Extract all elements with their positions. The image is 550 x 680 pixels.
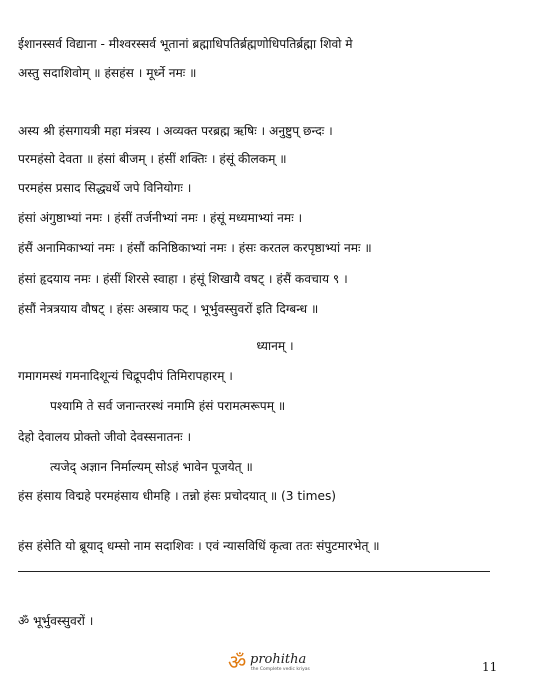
brand-name: prohitha xyxy=(250,652,307,667)
dhyana-line-2: पश्यामि ते सर्व जनान्तरस्थं नमामि हंसं परामत्मरूपम् ॥ xyxy=(50,399,286,413)
nyasa-line-4: हंसौं नेत्रत्रयाय वौषट् । हंसः अस्त्राय फट् । भूर्भुवस्सुवरों इति दिग्बन्ध ॥ xyxy=(18,302,319,316)
dhyanam-heading: ध्यानम् । xyxy=(256,339,294,353)
viniyoga-line-1: अस्य श्री हंसगायत्री महा मंत्रस्य । अव्यक्त परब्रह्म ऋषिः । अनुष्टुप् छन्दः । xyxy=(18,124,333,138)
dhyana-line-1: गमागमस्थं गमनादिशून्यं चिद्रूपदीपं तिमिरापहारम् । xyxy=(18,369,233,383)
brand-tagline: the Complete vedic kriyas xyxy=(251,667,310,672)
om-icon: ॐ xyxy=(228,650,247,674)
gayatri-line: हंस हंसाय विद्महे परमहंसाय धीमहि । तन्नो हंसः प्रचोदयात् ॥ (3 times) xyxy=(18,489,337,503)
nyasa-line-2: हंसैं अनामिकाभ्यां नमः । हंसौं कनिष्ठिकाभ्यां नमः । हंसः करतल करपृष्ठाभ्यां नमः ॥ xyxy=(18,241,372,255)
divider xyxy=(18,571,490,572)
viniyoga-line-2: परमहंसो देवता ॥ हंसां बीजम् । हंसीं शक्तिः । हंसूं कीलकम् ॥ xyxy=(18,152,287,166)
verse-line-1: ईशानस्सर्व विद्याना - मीश्वरस्सर्व भूतानां ब्रह्माधिपतिर्ब्रह्मणोधिपतिर्ब्रह्मा शिवो मे xyxy=(18,37,353,51)
viniyoga-line-3: परमहंस प्रसाद सिद्ध्यर्थे जपे विनियोगः । xyxy=(18,181,192,195)
page-number: 11 xyxy=(482,660,498,674)
nyasa-line-3: हंसां हृदयाय नमः । हंसीं शिरसे स्वाहा । हंसूं शिखायै वषट् । हंसैं कवचाय ९ । xyxy=(18,272,348,286)
verse-line-2: अस्तु सदाशिवोम् ॥ हंसहंस । मूर्ध्ने नमः ॥ xyxy=(18,66,197,80)
dhyana-line-3: देहो देवालय प्रोक्तो जीवो देवस्सनातनः । xyxy=(18,430,192,444)
prohitha-logo xyxy=(228,651,338,675)
closing-line: हंस हंसेति यो ब्रूयाद् धम्सो नाम सदाशिवः । एवं न्यासविधिं कृत्वा ततः संपुटमारभेत् ॥ xyxy=(18,539,380,553)
dhyana-line-4: त्यजेद् अज्ञान निर्माल्यम् सोऽहं भावेन पूजयेत् ॥ xyxy=(50,460,253,474)
nyasa-line-1: हंसां अंगुष्ठाभ्यां नमः । हंसीं तर्जनीभ्यां नमः । हंसूं मध्यमाभ्यां नमः । xyxy=(18,211,303,225)
om-bhur-line: ॐ भूर्भुवस्सुवरों । xyxy=(18,614,94,628)
